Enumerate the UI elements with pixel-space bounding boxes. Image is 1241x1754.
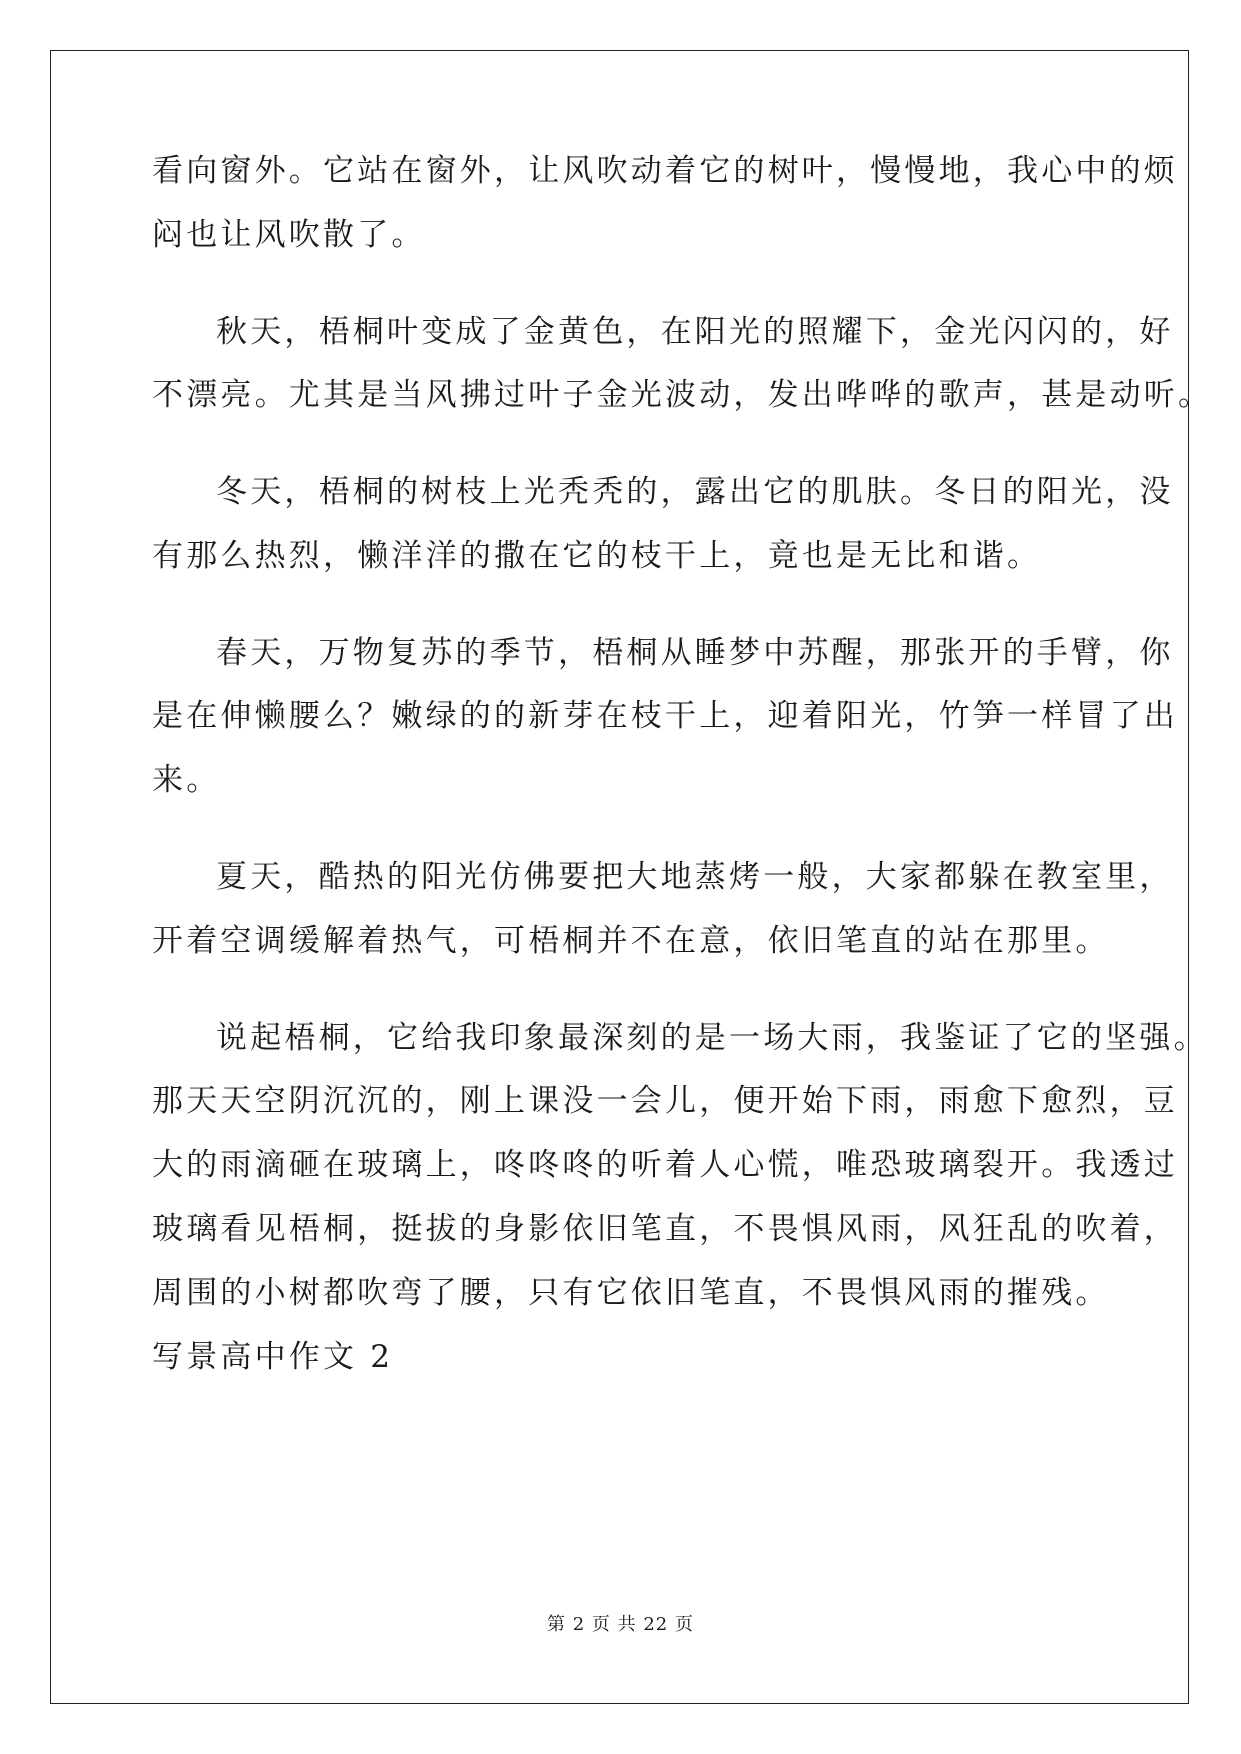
- text-line: 不漂亮。尤其是当风拂过叶子金光波动，发出哗哗的歌声，甚是动听。: [152, 377, 1213, 413]
- text-line: 周围的小树都吹弯了腰，只有它依旧笔直，不畏惧风雨的摧残。: [152, 1275, 1110, 1311]
- text-line: 说起梧桐，它给我印象最深刻的是一场大雨，我鉴证了它的坚强。: [216, 1020, 1208, 1056]
- text-line: 是在伸懒腰么？嫩绿的的新芽在枝干上，迎着阳光，竹笋一样冒了出: [152, 698, 1178, 734]
- text-line: 看向窗外。它站在窗外，让风吹动着它的树叶，慢慢地，我心中的烦: [152, 153, 1178, 189]
- text-line: 玻璃看见梧桐，挺拔的身影依旧笔直，不畏惧风雨，风狂乱的吹着，: [152, 1211, 1178, 1247]
- text-line: 大的雨滴砸在玻璃上，咚咚咚的听着人心慌，唯恐玻璃裂开。我透过: [152, 1147, 1178, 1183]
- section-heading: 写景高中作文 2: [152, 1339, 394, 1375]
- text-line: 夏天，酷热的阳光仿佛要把大地蒸烤一般，大家都躲在教室里，: [216, 859, 1174, 895]
- text-line: 有那么热烈，懒洋洋的撒在它的枝干上，竟也是无比和谐。: [152, 538, 1042, 574]
- text-line: 闷也让风吹散了。: [152, 217, 426, 253]
- text-line: 春天，万物复苏的季节，梧桐从睡梦中苏醒，那张开的手臂，你: [216, 635, 1174, 671]
- text-line: 来。: [152, 762, 221, 798]
- text-line: 秋天，梧桐叶变成了金黄色，在阳光的照耀下，金光闪闪的，好: [216, 314, 1174, 350]
- text-line: 那天天空阴沉沉的，刚上课没一会儿，便开始下雨，雨愈下愈烈，豆: [152, 1083, 1178, 1119]
- text-line: 冬天，梧桐的树枝上光秃秃的，露出它的肌肤。冬日的阳光，没: [216, 474, 1174, 510]
- page-footer: 第 2 页 共 22 页: [547, 1614, 694, 1635]
- text-line: 开着空调缓解着热气，可梧桐并不在意，依旧笔直的站在那里。: [152, 923, 1110, 959]
